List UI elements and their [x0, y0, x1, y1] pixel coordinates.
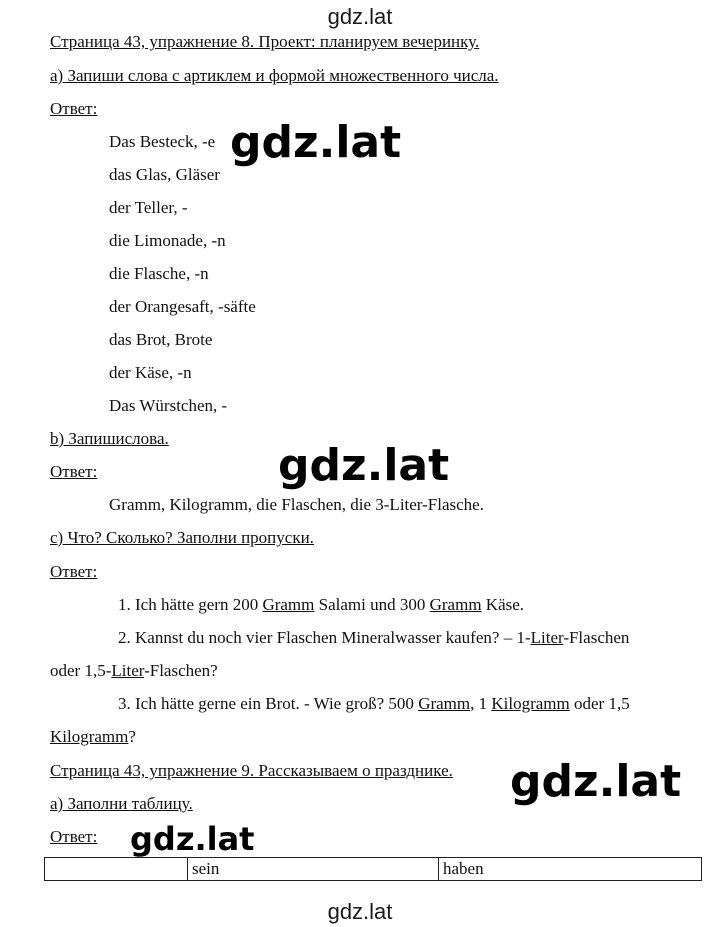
watermark-top: gdz.lat: [327, 4, 393, 29]
task-a2-heading: a) Заполни таблицу.: [50, 794, 193, 813]
word-line: Das Besteck, -e: [109, 132, 216, 151]
word-line: das Glas, Gläser: [109, 165, 220, 184]
answer-label-a2: Ответ:: [50, 827, 98, 846]
word-line: die Flasche, -n: [109, 264, 209, 283]
watermark-bottom: gdz.lat: [327, 899, 393, 924]
watermark-large: gdz.lat: [130, 820, 255, 858]
word-line: das Brot, Brote: [109, 330, 213, 349]
task-c-heading: c) Что? Сколько? Заполни пропуски.: [50, 528, 314, 547]
exercise-8-title: Страница 43, упражнение 8. Проект: планируем вечеринку.: [50, 32, 480, 51]
task-b-heading: b) Запишислова.: [50, 429, 169, 448]
watermark-large: gdz.lat: [510, 756, 682, 807]
sentence-1: 1. Ich hätte gern 200 Gramm Salami und 300 Gramm Käse.: [118, 595, 525, 614]
word-line: Das Würstchen, -: [109, 396, 228, 415]
answer-label-b: Ответ:: [50, 462, 98, 481]
exercise-9-title: Страница 43, упражнение 9. Рассказываем о празднике.: [50, 761, 453, 780]
sentence-2: 2. Kannst du noch vier Flaschen Mineralwasser kaufen? – 1-Liter-Flaschen: [118, 628, 630, 647]
word-line: der Teller, -: [109, 198, 188, 217]
answer-label-c: Ответ:: [50, 562, 98, 581]
word-line: der Orangesaft, -säfte: [109, 297, 256, 316]
table-header-cell: haben: [439, 858, 702, 881]
sentence-2-cont: oder 1,5-Liter-Flaschen?: [50, 661, 218, 680]
table-header-cell: [45, 858, 188, 881]
answer-label-a: Ответ:: [50, 99, 98, 118]
sentence-3-cont: Kilogramm?: [50, 727, 136, 746]
word-line: der Käse, -n: [109, 363, 192, 382]
task-a-heading: a) Запиши слова с артиклем и формой множественного числа.: [50, 66, 499, 85]
table-header-cell: sein: [188, 858, 439, 881]
watermark-large: gdz.lat: [278, 440, 450, 491]
verbs-table: [44, 857, 702, 881]
word-line: die Limonade, -n: [109, 231, 226, 250]
sentence-3: 3. Ich hätte gerne ein Brot. - Wie groß? 500 Gramm, 1 Kilogramm oder 1,5: [118, 694, 630, 713]
table-row: [45, 858, 702, 881]
watermark-large: gdz.lat: [230, 117, 402, 168]
answer-b-text: Gramm, Kilogramm, die Flaschen, die 3-Liter-Flasche.: [109, 495, 484, 514]
